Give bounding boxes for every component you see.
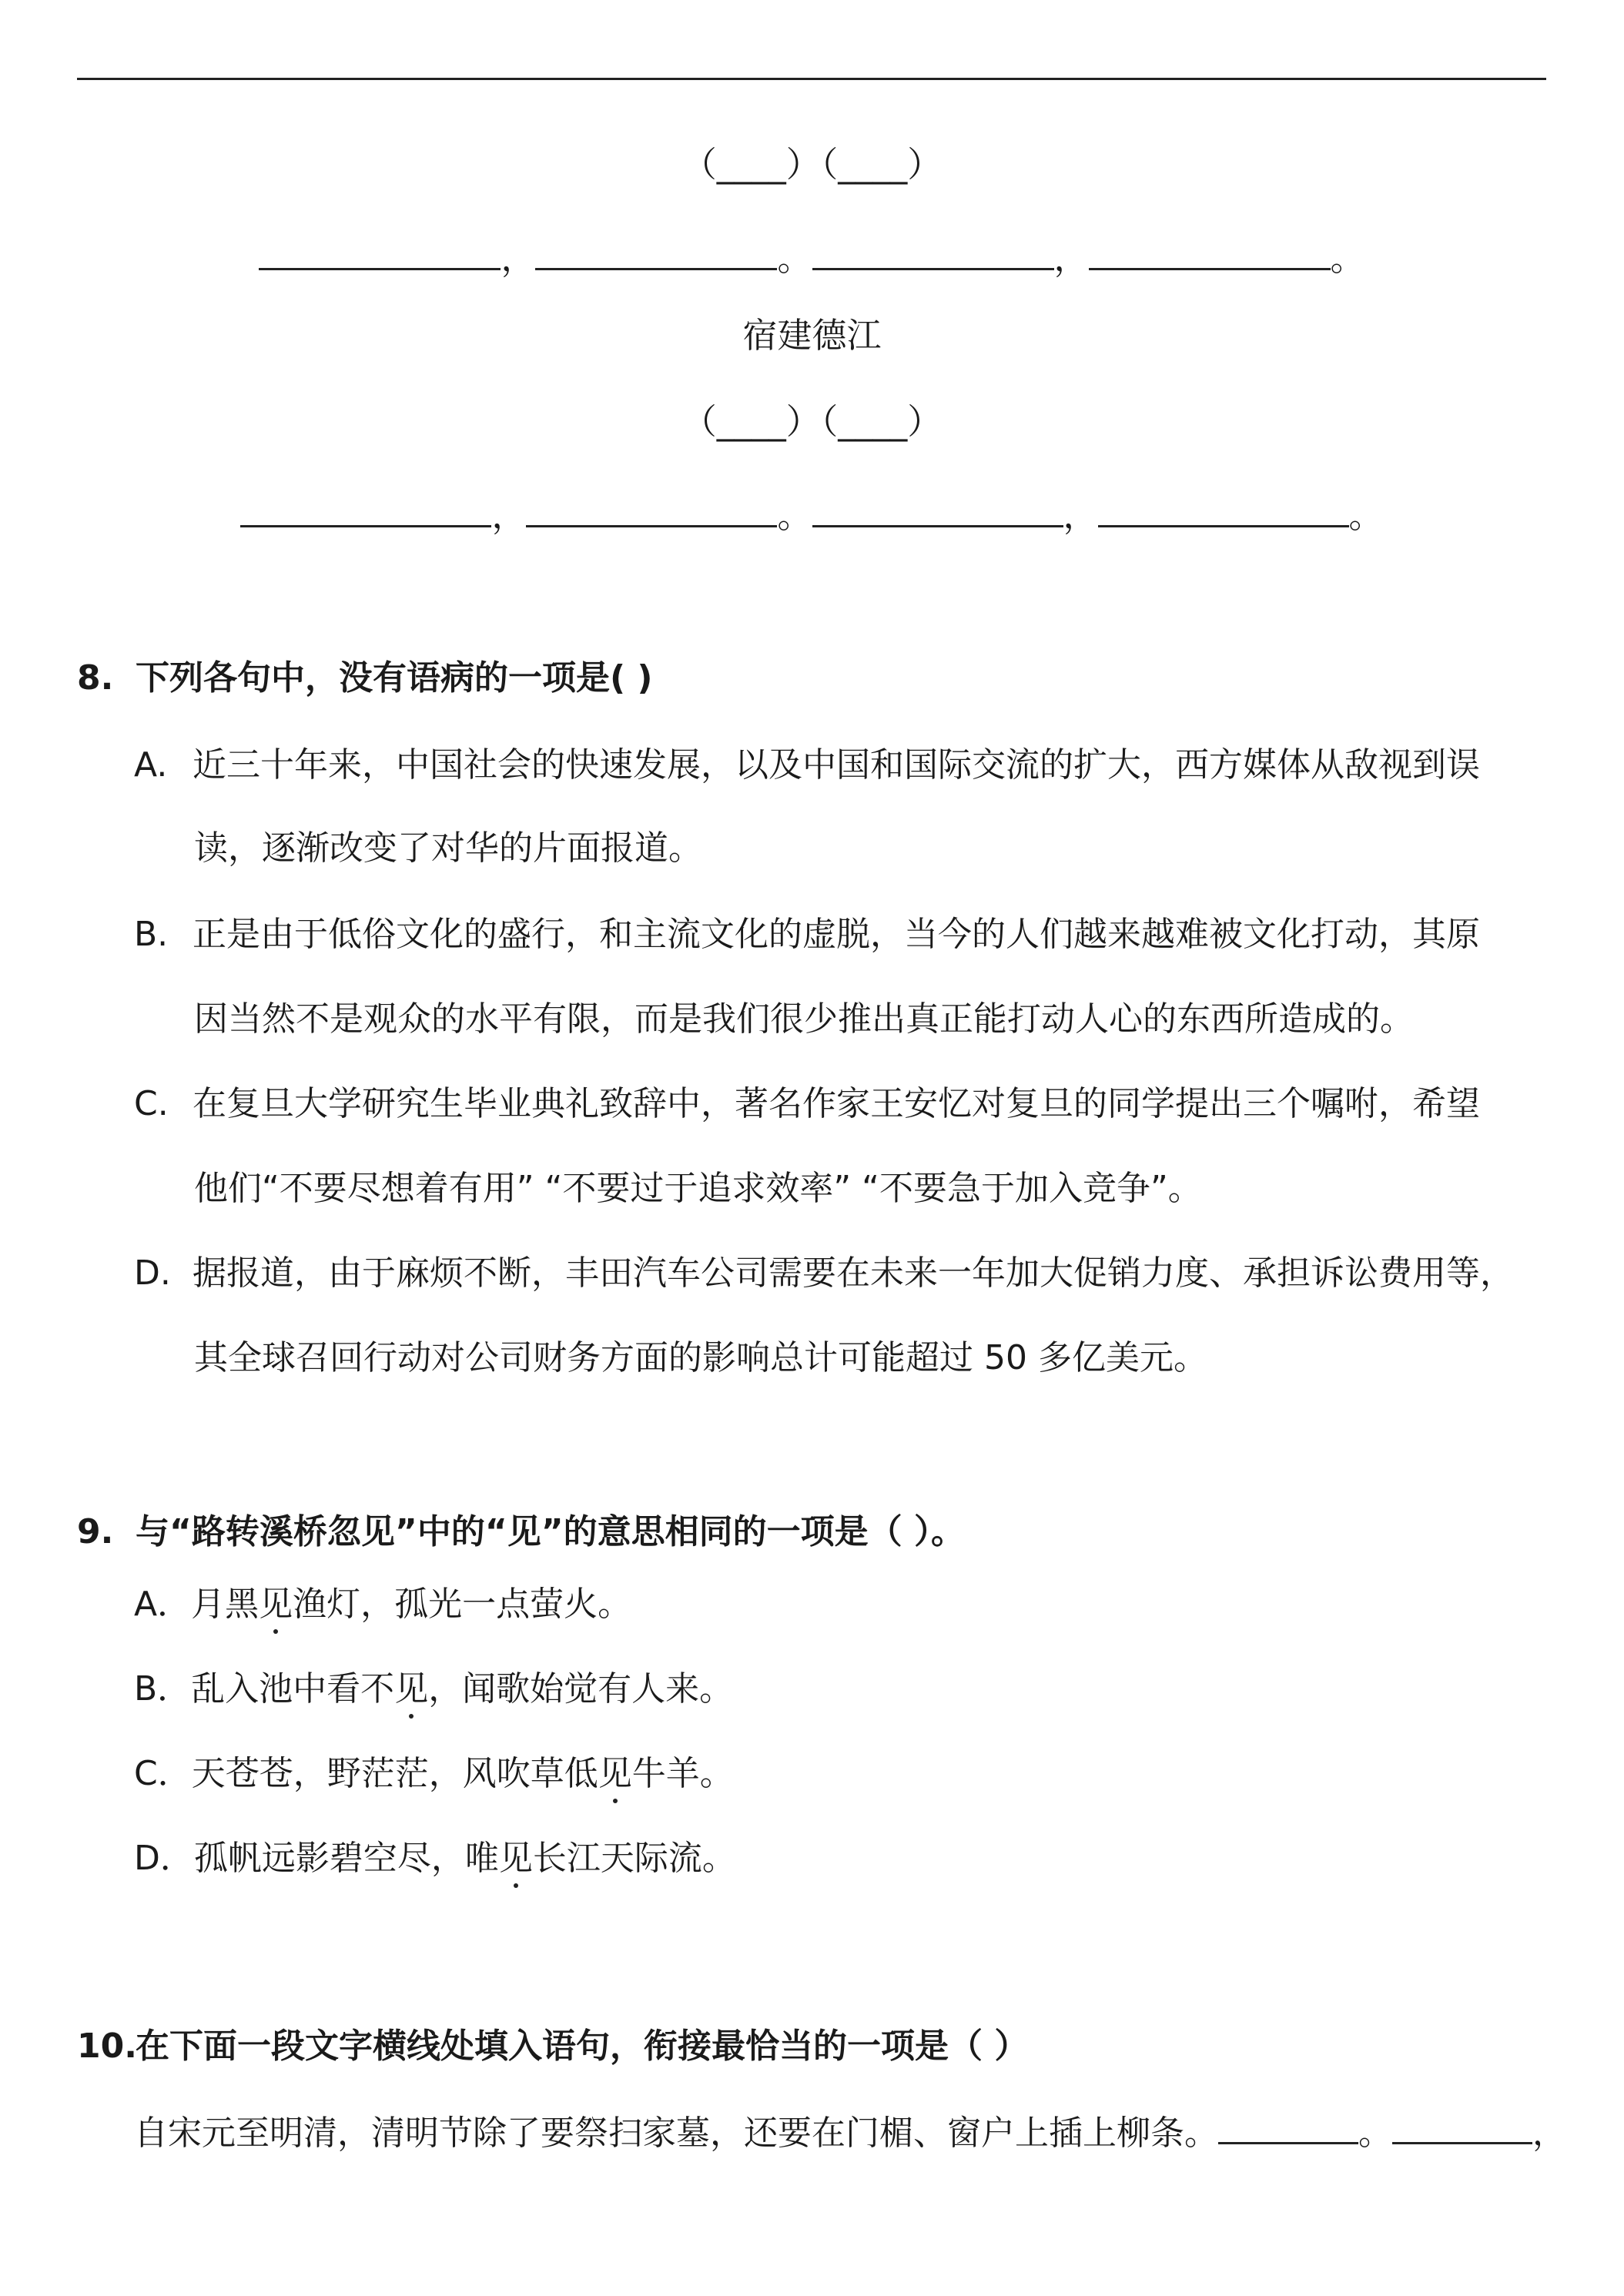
option-label: A. [134,745,168,785]
punct: ， [1532,2114,1566,2153]
q8-option-c-cont: 他们“不要尽想着有用” “不要过于追求效率” “不要急于加入竞争”。 [194,1169,1202,1208]
question-8-title [77,657,653,700]
blank[interactable] [1218,2111,1358,2144]
q9-option-d[interactable] [134,1837,736,1880]
option-text: 天苍苍，野茫茫，风吹草低 [191,1754,598,1793]
option-text: 乱入池中看不 [191,1669,395,1709]
q9-option-c[interactable] [134,1752,734,1796]
poem-title: 宿建德江 [742,315,882,356]
emphasis-char: 见 [394,1668,428,1711]
emphasis-char: 见 [259,1583,293,1626]
question-9-title [77,1511,965,1554]
question-stem: 与“路转溪桥忽见”中的“见”的意思相同的一项是（ ）。 [136,1512,965,1551]
punct: 。 [1348,495,1384,536]
option-label: A． [134,1585,192,1624]
option-text: 孤帆远影碧空尽，唯 [193,1839,499,1878]
question-number: 10. [77,2027,137,2066]
fill-line-2 [0,494,1624,537]
punct: ， [501,238,536,279]
q8-option-b-cont: 因当然不是观众的水平有限，而是我们很少推出真正能打动人心的东西所造成的。 [194,999,1414,1039]
question-number: 9. [77,1512,114,1551]
blank-parens-2: （____）（____） [681,401,943,442]
q9-option-b[interactable] [134,1668,733,1711]
blank[interactable] [259,237,501,270]
option-text: 正是由于低俗文化的盛行，和主流文化的虚脱，当今的人们越来越难被文化打动，其原 [193,915,1480,954]
option-text: 长江天际流。 [532,1839,736,1878]
option-label: C. [134,1084,169,1123]
option-text: 渔灯，孤光一点萤火。 [293,1585,632,1624]
blank[interactable] [1392,2111,1532,2144]
option-label: B． [134,1669,192,1709]
blank[interactable] [1089,237,1331,270]
option-label: D. [134,1253,171,1293]
option-text: 牛羊。 [631,1754,734,1793]
emphasis-char: 见 [598,1752,632,1796]
option-text: 近三十年来，中国社会的快速发展，以及中国和国际交流的扩大，西方媒体从敌视到误 [193,745,1480,785]
punct: 。 [1330,238,1365,279]
blank-parens-1: （____）（____） [681,144,943,185]
punct: 。 [777,238,812,279]
header-rule [77,78,1546,80]
option-label: B. [134,915,169,954]
blank[interactable] [812,237,1054,270]
blank[interactable] [1098,494,1349,527]
question-10-title [77,2025,1028,2068]
blank[interactable] [812,494,1063,527]
blank[interactable] [240,494,491,527]
blank[interactable] [526,494,777,527]
punct: 。 [1358,2114,1392,2153]
question-stem: 在下面一段文字横线处填入语句，衔接最恰当的一项是（ ） [136,2027,1029,2066]
punct: 。 [777,495,812,536]
punct: ， [1063,495,1098,536]
q10-passage [134,2111,1566,2155]
q8-option-a-cont: 读，逐渐改变了对华的片面报道。 [194,828,702,868]
question-stem: 下列各句中，没有语病的一项是( ) [136,658,653,698]
q8-option-d-cont: 其全球召回行动对公司财务方面的影响总计可能超过 50 多亿美元。 [194,1338,1207,1377]
option-text: 月黑 [191,1585,260,1624]
option-text: 据报道，由于麻烦不断，丰田汽车公司需要在未来一年加大促销力度、承担诉讼费用等， [193,1253,1514,1293]
emphasis-char: 见 [499,1837,533,1880]
blank[interactable] [535,237,777,270]
punct: ， [1053,238,1089,279]
option-text: 在复旦大学研究生毕业典礼致辞中，著名作家王安忆对复旦的同学提出三个嘱咐，希望 [193,1084,1480,1123]
q9-option-a[interactable] [134,1583,631,1626]
question-number: 8. [77,658,114,698]
fill-line-1 [0,237,1624,280]
option-text: ，闻歌始觉有人来。 [428,1669,734,1709]
passage-text: 自宋元至明清，清明节除了要祭扫家墓，还要在门楣、窗户上插上柳条。 [134,2114,1218,2153]
punct: ， [491,495,527,536]
option-label: C． [134,1754,192,1793]
option-label: D． [134,1839,194,1878]
